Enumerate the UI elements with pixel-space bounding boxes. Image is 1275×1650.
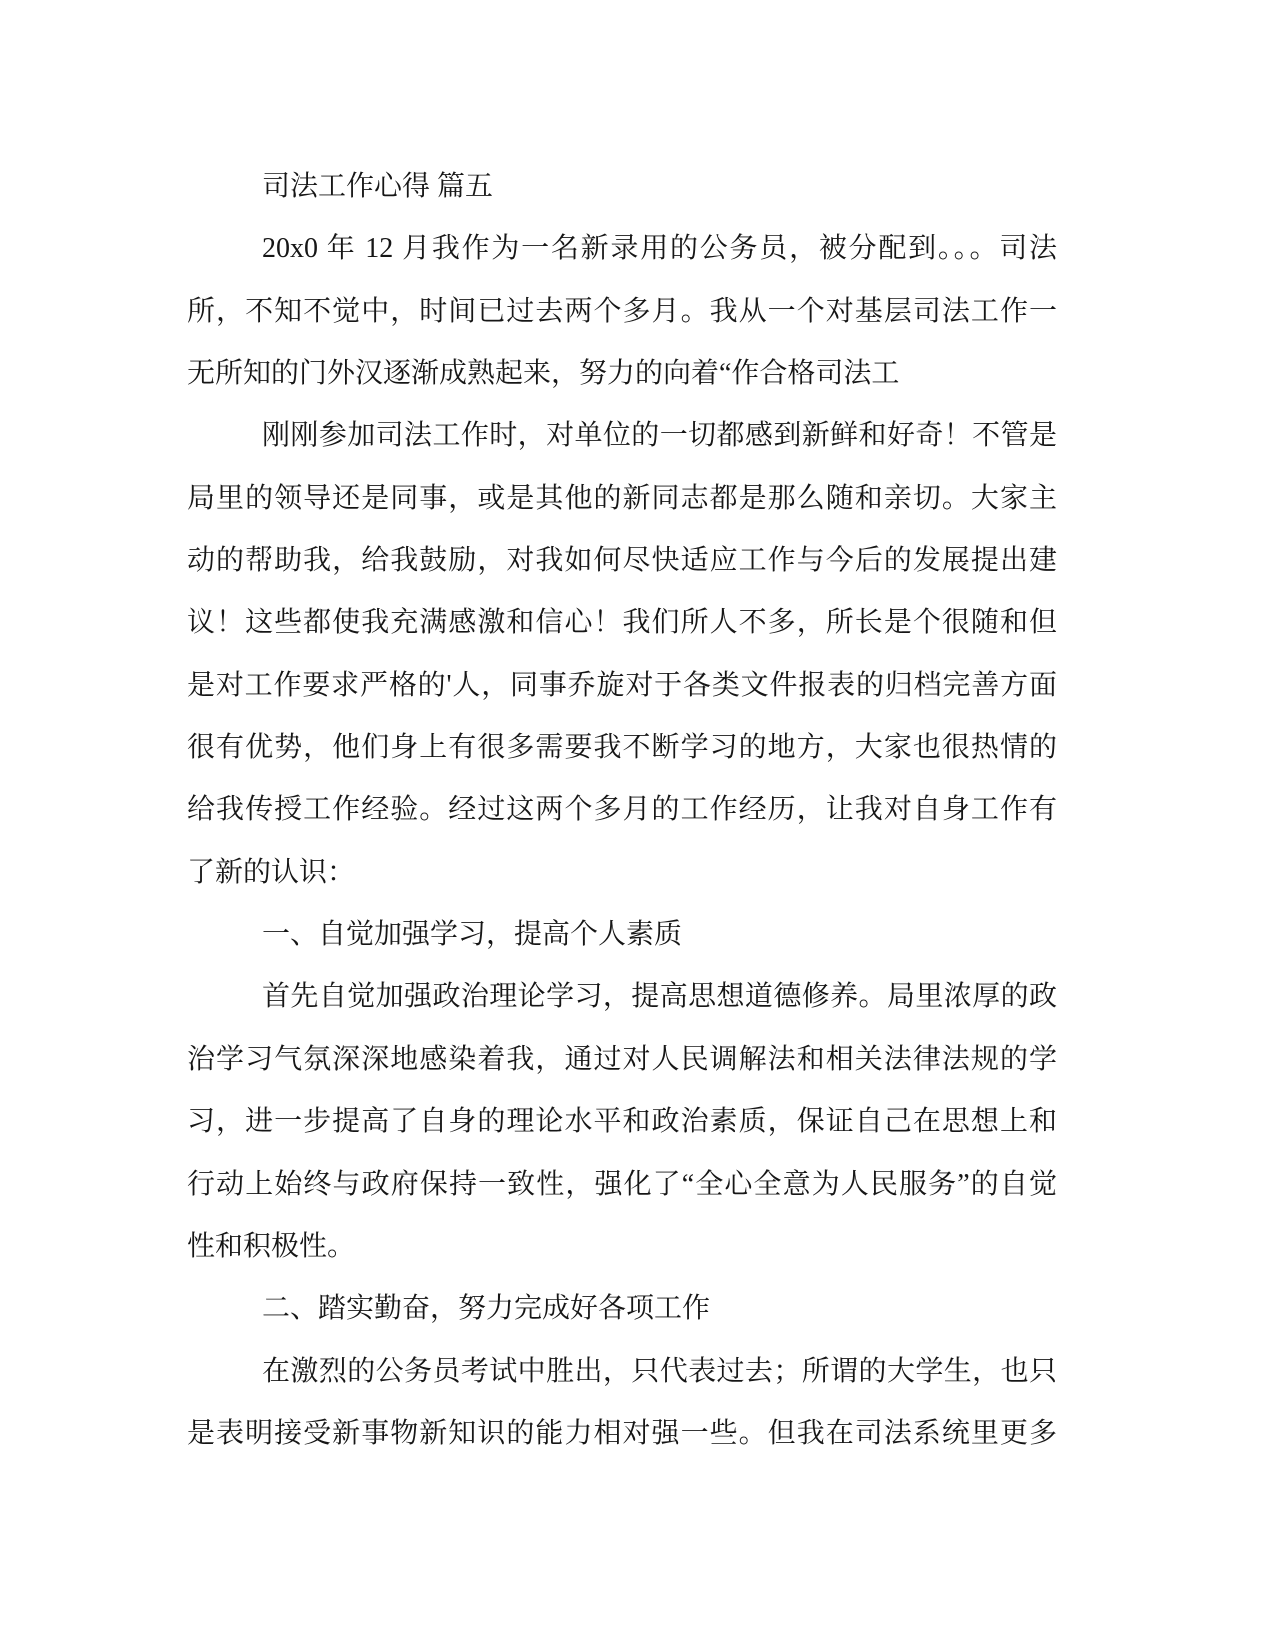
text-line: 首先自觉加强政治理论学习，提高思想道德修养。局里浓厚的政 (262, 981, 1057, 1013)
document-text (187, 156, 1057, 1465)
text-line: 性和积极性。 (187, 1230, 356, 1262)
text-line: 刚刚参加司法工作时，对单位的一切都感到新鲜和好奇！不管是 (262, 420, 1057, 452)
text-line: 习，进一步提高了自身的理论水平和政治素质，保证自己在思想上和 (187, 1106, 1057, 1138)
text-line: 是对工作要求严格的'人，同事乔旋对于各类文件报表的归档完善方面 (187, 669, 1057, 701)
text-line: 无所知的门外汉逐渐成熟起来，努力的向着“作合格司法工 (187, 358, 900, 390)
text-line: 治学习气氛深深地感染着我，通过对人民调解法和相关法律法规的学 (187, 1043, 1057, 1075)
text-line: 20x0 年 12 月我作为一名新录用的公务员，被分配到。。。司法 (262, 233, 1057, 265)
text-line: 行动上始终与政府保持一致性，强化了“全心全意为人民服务”的自觉 (187, 1168, 1057, 1200)
text-line: 所，不知不觉中，时间已过去两个多月。我从一个对基层司法工作一 (187, 295, 1057, 327)
text-line: 在激烈的公务员考试中胜出，只代表过去；所谓的大学生，也只 (262, 1355, 1057, 1387)
text-line: 议！这些都使我充满感激和信心！我们所人不多，所长是个很随和但 (187, 607, 1057, 639)
text-line: 是表明接受新事物新知识的能力相对强一些。但我在司法系统里更多 (187, 1417, 1057, 1449)
text-line: 很有优势，他们身上有很多需要我不断学习的地方，大家也很热情的 (187, 732, 1057, 764)
text-line: 一、自觉加强学习，提高个人素质 (262, 919, 683, 951)
text-line: 二、踏实勤奋，努力完成好各项工作 (262, 1293, 711, 1325)
text-line: 动的帮助我，给我鼓励，对我如何尽快适应工作与今后的发展提出建 (187, 545, 1057, 577)
document-title-line: 司法工作心得 篇五 (262, 171, 494, 202)
text-line: 给我传授工作经验。经过这两个多月的工作经历，让我对自身工作有 (187, 794, 1057, 826)
text-line: 了新的认识： (187, 856, 356, 888)
text-line: 局里的领导还是同事，或是其他的新同志都是那么随和亲切。大家主 (187, 482, 1057, 514)
